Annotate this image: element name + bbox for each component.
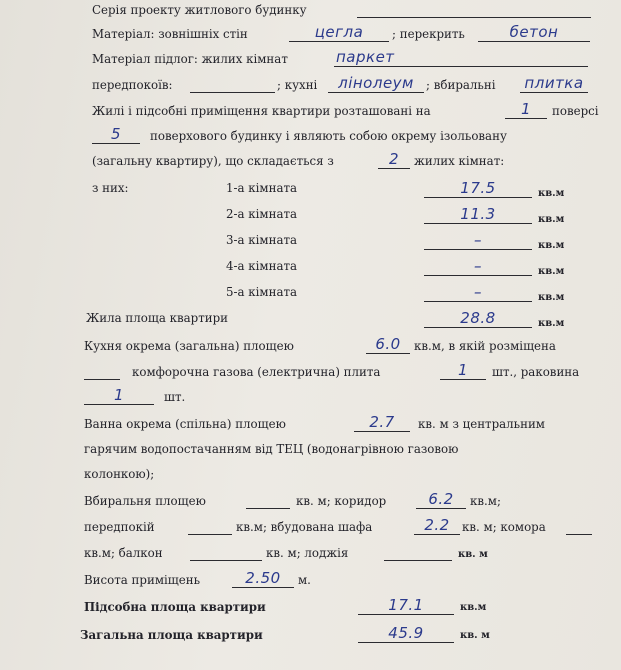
closet-area-field[interactable]: [414, 516, 460, 535]
loggia-unit: кв. м: [458, 549, 488, 560]
height-unit: м.: [298, 573, 311, 587]
bathroom-floor-label: ; вбиральні: [426, 78, 496, 92]
toilet-label: Вбиральня площею: [84, 494, 206, 508]
corridor-area-field[interactable]: [416, 490, 466, 509]
kitchen-floor-label: ; кухні: [277, 78, 318, 92]
toilet-area-field[interactable]: [246, 495, 290, 509]
kitchen-floor-value: лінолеум: [338, 74, 414, 92]
room-area-unit: кв.м: [538, 188, 565, 199]
height-field[interactable]: [232, 569, 294, 588]
room-label: 5-а кімната: [226, 285, 298, 299]
room-label: 3-а кімната: [226, 233, 298, 247]
room-area-field[interactable]: [424, 283, 532, 302]
location-text-3: (загальну квартиру), що складається з: [92, 154, 334, 168]
aux-area-field[interactable]: [358, 596, 454, 615]
bathroom-floor-field[interactable]: [520, 74, 588, 93]
height-value: 2.50: [245, 569, 281, 587]
room-row: [0, 284, 621, 306]
floor-number-field[interactable]: [505, 100, 547, 119]
room-label: 2-а кімната: [226, 207, 298, 221]
balcony-unit: кв. м; лоджія: [266, 546, 349, 560]
kitchen-text-1: Кухня окрема (загальна) площею: [84, 339, 294, 353]
total-area-unit: кв. м: [460, 630, 490, 641]
room-area-unit: кв.м: [538, 214, 565, 225]
project-series-label: Серія проекту житлового будинку: [92, 3, 307, 17]
room-area-value: –: [474, 283, 482, 301]
corridor-area-value: 6.2: [428, 490, 454, 508]
location-text-2: поверхового будинку і являють собою окрему ізольовану: [150, 129, 507, 143]
hallway-floor-label: передпокоїв:: [92, 78, 173, 92]
bath-text-2: кв. м з центральним: [418, 417, 545, 431]
total-area-label: Загальна площа квартири: [80, 628, 263, 642]
stove-count-field[interactable]: [440, 361, 486, 380]
rooms-count-value: 2: [388, 150, 400, 168]
overlap-label: ; перекрить: [392, 27, 465, 41]
living-area-field[interactable]: [424, 309, 532, 328]
stove-count-value: 1: [457, 361, 469, 379]
floor-rooms-value: паркет: [336, 48, 395, 66]
bath-text-4: колонкою);: [84, 467, 155, 481]
room-row: [0, 180, 621, 202]
bath-area-field[interactable]: [354, 413, 410, 432]
hall-area-field[interactable]: [188, 521, 232, 535]
closet-unit: кв. м; комора: [462, 520, 546, 534]
kitchen-text-4: шт., раковина: [492, 365, 580, 379]
storage-area-field[interactable]: [566, 521, 592, 535]
kitchen-text-2: кв.м, в якій розміщена: [414, 339, 556, 353]
overlap-value: бетон: [509, 23, 559, 41]
room-area-unit: кв.м: [538, 266, 565, 277]
bath-text-1: Ванна окрема (спільна) площею: [84, 417, 286, 431]
kitchen-area-field[interactable]: [366, 335, 410, 354]
sink-count-value: 1: [113, 386, 125, 404]
bath-area-value: 2.7: [369, 413, 395, 431]
aux-area-label: Підсобна площа квартири: [84, 600, 266, 614]
floors-total-value: 5: [110, 125, 122, 143]
kitchen-floor-field[interactable]: [328, 74, 424, 93]
rooms-of-which: з них:: [92, 181, 129, 195]
living-area-row: [0, 310, 621, 332]
closet-area-value: 2.2: [424, 516, 450, 534]
room-area-unit: кв.м: [538, 292, 565, 303]
room-area-field[interactable]: [424, 179, 532, 198]
room-area-field[interactable]: [424, 257, 532, 276]
room-area-field[interactable]: [424, 231, 532, 250]
walls-label: Матеріал: зовнішніх стін: [92, 27, 248, 41]
room-area-value: –: [474, 257, 482, 275]
kitchen-text-3: комфорочна газова (електрична) плита: [132, 365, 381, 379]
aux-area-unit: кв.м: [460, 602, 487, 613]
stove-burners-field[interactable]: [84, 366, 120, 380]
total-area-field[interactable]: [358, 624, 454, 643]
rooms-count-field[interactable]: [378, 150, 410, 169]
bathroom-floor-value: плитка: [524, 74, 584, 92]
hall-unit: кв.м; вбудована шафа: [236, 520, 373, 534]
total-area-value: 45.9: [388, 624, 424, 642]
sink-count-field[interactable]: [84, 386, 154, 405]
room-row: [0, 232, 621, 254]
hall-label: передпокій: [84, 520, 155, 534]
toilet-unit: кв. м; коридор: [296, 494, 387, 508]
kitchen-area-value: 6.0: [375, 335, 401, 353]
room-area-field[interactable]: [424, 205, 532, 224]
project-series-field[interactable]: [357, 4, 591, 18]
living-area-unit: кв.м: [538, 318, 565, 329]
room-area-value: 11.3: [460, 205, 496, 223]
hallway-floor-field[interactable]: [190, 79, 275, 93]
corridor-unit: кв.м;: [470, 494, 501, 508]
living-area-value: 28.8: [460, 309, 496, 327]
room-area-value: –: [474, 231, 482, 249]
walls-value: цегла: [314, 23, 364, 41]
balcony-area-field[interactable]: [190, 547, 262, 561]
walls-field[interactable]: [289, 23, 389, 42]
aux-area-value: 17.1: [388, 596, 424, 614]
location-text-1: Жилі і підсобні приміщення квартири розташовані на: [92, 104, 431, 118]
overlap-field[interactable]: [478, 23, 590, 42]
living-area-label: Жила площа квартири: [86, 311, 229, 325]
height-label: Висота приміщень: [84, 573, 201, 587]
storage-unit: кв.м; балкон: [84, 546, 163, 560]
rooms-count-suffix: жилих кімнат:: [414, 154, 505, 168]
floor-rooms-field[interactable]: [334, 48, 588, 67]
kitchen-text-5: шт.: [164, 390, 186, 404]
room-area-value: 17.5: [460, 179, 496, 197]
floors-total-field[interactable]: [92, 125, 140, 144]
bath-text-3: гарячим водопостачанням від ТЕЦ (водонагрівною газовою: [84, 442, 459, 456]
floor-suffix: поверсі: [552, 104, 599, 118]
room-row: [0, 258, 621, 280]
room-row: [0, 206, 621, 228]
room-label: 4-а кімната: [226, 259, 298, 273]
room-label: 1-а кімната: [226, 181, 298, 195]
floor-number-value: 1: [520, 100, 532, 118]
loggia-area-field[interactable]: [384, 547, 452, 561]
room-area-unit: кв.м: [538, 240, 565, 251]
floors-label: Матеріал підлог: жилих кімнат: [92, 52, 288, 66]
